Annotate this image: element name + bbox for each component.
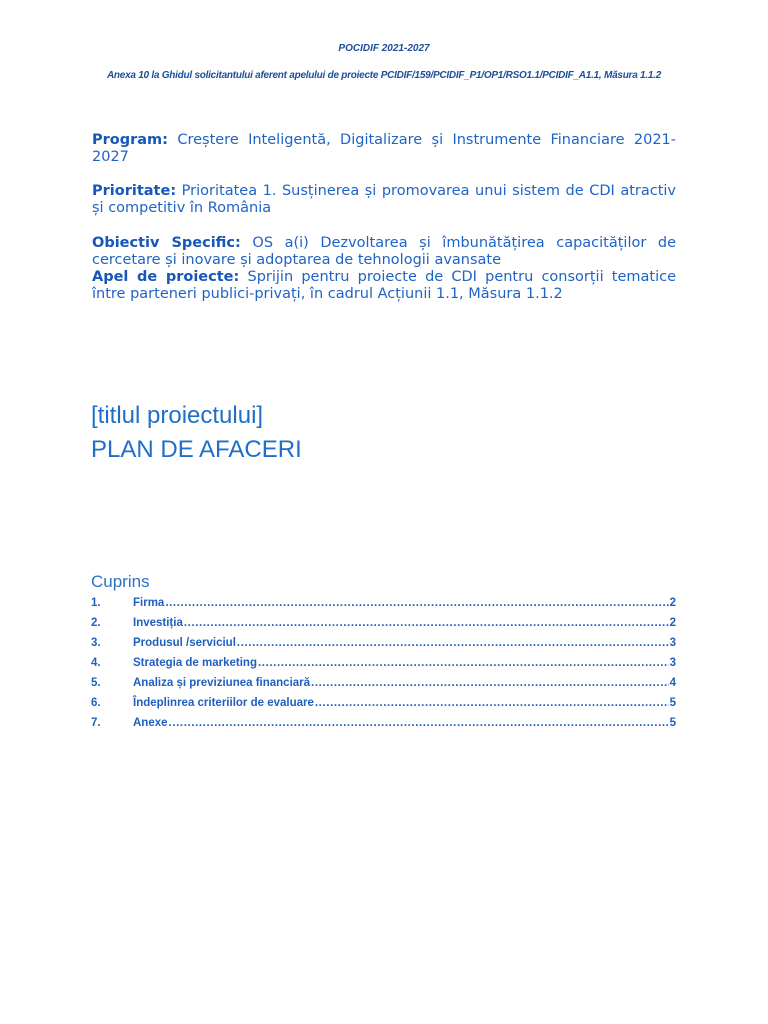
toc-entry-label: Anexe xyxy=(133,717,168,729)
toc-entry-number: 7. xyxy=(91,717,101,729)
toc-entry-page: 2 xyxy=(669,597,676,609)
toc-leader-dots xyxy=(258,657,669,669)
toc-entry-label: Produsul /serviciul xyxy=(133,637,236,649)
toc-leader-dots xyxy=(184,617,669,629)
objective-paragraph xyxy=(92,235,676,269)
header-annex-reference: Anexa 10 la Ghidul solicitantului aferent apelului de proiecte PCIDIF/159/PCIDIF_P1/OP1/RSO1.1/PCIDIF_A1.1, Măsura 1.1.2 xyxy=(106,70,662,81)
toc-entry-investitia[interactable] xyxy=(91,617,676,637)
priority-paragraph xyxy=(92,183,676,217)
toc-leader-dots xyxy=(165,597,668,609)
toc-entry-label: Investiția xyxy=(133,617,183,629)
toc-entry-analiza[interactable] xyxy=(91,677,676,697)
call-label: Apel de proiecte: xyxy=(92,269,240,285)
toc-entry-label: Firma xyxy=(133,597,165,609)
toc-leader-dots xyxy=(237,637,669,649)
toc-entry-label: Îndeplinrea criteriilor de evaluare xyxy=(133,697,314,709)
priority-value: Prioritatea 1. Susținerea și promovarea unui sistem de CDI atractiv și competitiv în România xyxy=(92,183,677,216)
program-paragraph xyxy=(92,132,676,166)
toc-heading: Cuprins xyxy=(91,572,150,591)
toc-leader-dots xyxy=(311,677,669,689)
toc-entry-firma[interactable] xyxy=(91,597,676,617)
toc-entry-number: 4. xyxy=(91,657,101,669)
toc-entry-number: 3. xyxy=(91,637,101,649)
toc-entry-anexe[interactable] xyxy=(91,717,676,737)
objective-value: OS a(i) Dezvoltarea și îmbunătățirea capacităților de cercetare și inovare și adoptarea de tehnologii avansate xyxy=(92,235,677,268)
toc-entry-page: 5 xyxy=(669,697,676,709)
program-value: Creștere Inteligentă, Digitalizare și Instrumente Financiare 2021-2027 xyxy=(92,132,676,165)
toc-entry-criterii[interactable] xyxy=(91,697,676,717)
toc-leader-dots xyxy=(315,697,669,709)
toc-entry-strategia[interactable] xyxy=(91,657,676,677)
table-of-contents xyxy=(91,597,676,737)
toc-leader-dots xyxy=(169,717,669,729)
toc-entry-page: 3 xyxy=(669,637,676,649)
call-paragraph xyxy=(92,269,676,303)
header-program-code: POCIDIF 2021-2027 xyxy=(338,43,430,54)
priority-label: Prioritate: xyxy=(92,183,177,199)
toc-entry-page: 5 xyxy=(669,717,676,729)
toc-entry-page: 2 xyxy=(669,617,676,629)
toc-entry-label: Analiza și previziunea financiară xyxy=(133,677,311,689)
project-title: [titlul proiectului] xyxy=(91,402,264,429)
objective-label: Obiectiv Specific: xyxy=(92,235,241,251)
toc-entry-number: 5. xyxy=(91,677,101,689)
program-label: Program: xyxy=(92,132,168,148)
document-title: PLAN DE AFACERI xyxy=(91,436,302,463)
toc-entry-page: 4 xyxy=(669,677,676,689)
toc-entry-number: 1. xyxy=(91,597,101,609)
toc-entry-page: 3 xyxy=(669,657,676,669)
toc-entry-produsul[interactable] xyxy=(91,637,676,657)
toc-entry-number: 6. xyxy=(91,697,101,709)
call-value: Sprijin pentru proiecte de CDI pentru consorții tematice între parteneri publici-privați, în cadrul Acțiunii 1.1, Măsura 1.1.2 xyxy=(92,269,677,302)
toc-entry-number: 2. xyxy=(91,617,101,629)
toc-entry-label: Strategia de marketing xyxy=(133,657,257,669)
